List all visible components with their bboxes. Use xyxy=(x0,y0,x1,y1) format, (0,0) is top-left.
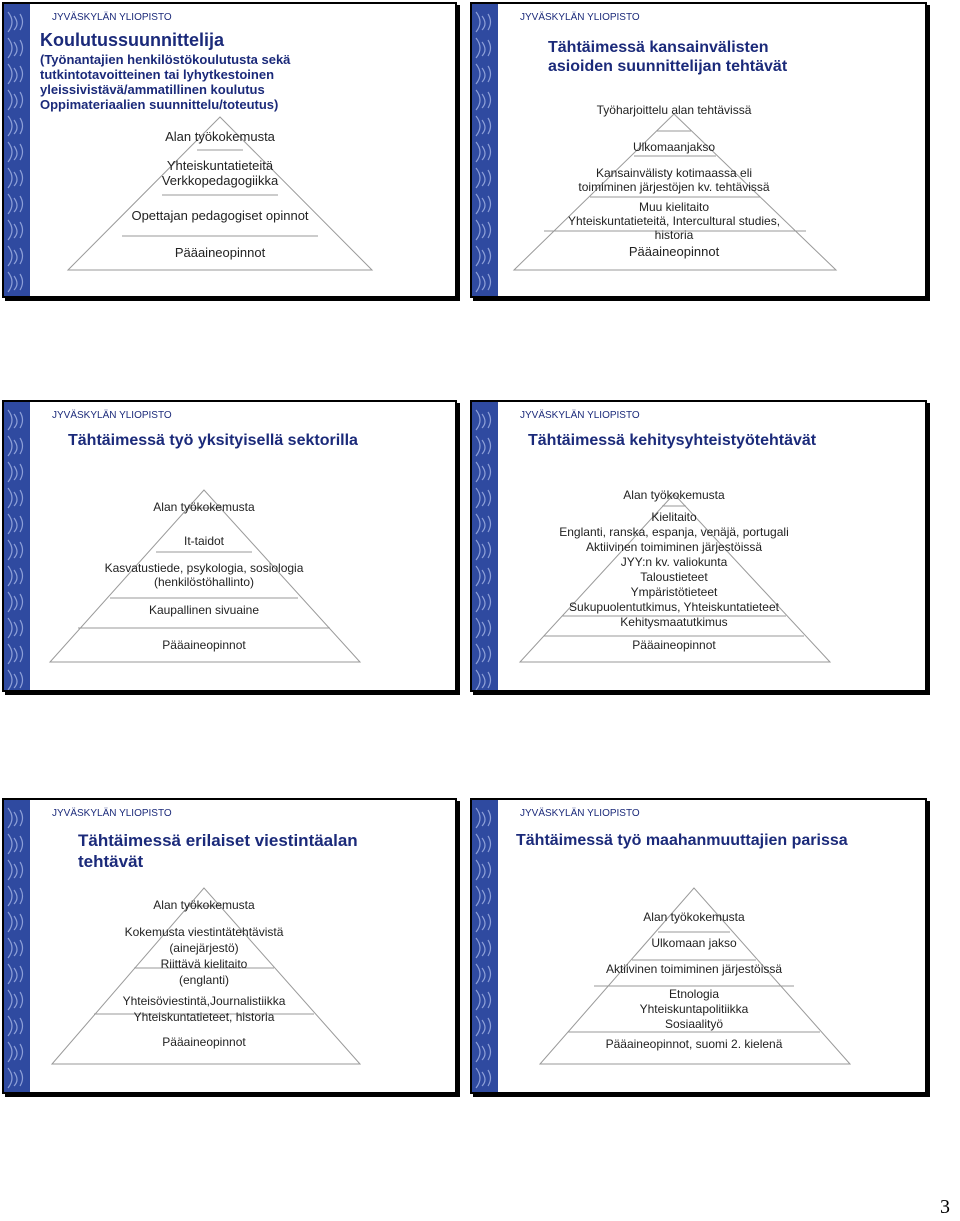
slide-6 xyxy=(470,798,927,1094)
pyramid-level: Pääaineopinnot xyxy=(628,244,720,259)
pyramid-level: Kaupallinen sivuaine xyxy=(148,603,260,617)
pyramid-level: Taloustieteet Ympäristötieteet Sukupuolentutkimus, Yhteiskuntatieteet Kehitysmaatutkimus xyxy=(569,570,779,629)
slide-1 xyxy=(2,2,457,298)
pyramid-level: Alan työkokemusta xyxy=(165,129,275,144)
pyramid-level: Alan työkokemusta xyxy=(153,500,255,514)
university-name: JYVÄSKYLÄN YLIOPISTO xyxy=(52,410,172,421)
slide-4 xyxy=(470,400,927,692)
pyramid-level: Kansainvälisty kotimaassa eli toimiminen järjestöjen kv. tehtävissä xyxy=(578,166,770,194)
slide-title: Tähtäimessä erilaiset viestintäalan tehtävät xyxy=(78,831,358,871)
university-name: JYVÄSKYLÄN YLIOPISTO xyxy=(52,808,172,819)
pyramid-level: Pääaineopinnot xyxy=(162,638,246,652)
slide-subtitle-line: (Työnantajien henkilöstökoulutusta sekä xyxy=(40,52,291,67)
pyramid-level: Opettajan pedagogiset opinnot xyxy=(131,208,309,223)
pyramid-level: Kielitaito Englanti, ranska, espanja, venäjä, portugali Aktiivinen toimiminen järjestöissä JYY:n kv. valiokunta xyxy=(559,510,789,569)
pyramid-level: Alan työkokemusta xyxy=(623,488,725,502)
slide-title: Tähtäimessä työ maahanmuuttajien parissa xyxy=(516,832,848,849)
pyramid-level: Kokemusta viestintätehtävistä (ainejärjestö) Riittävä kielitaito (englanti) xyxy=(124,925,284,987)
slide-subtitle-line: tutkintotavoitteinen tai lyhytkestoinen xyxy=(40,67,275,82)
slide-title: Tähtäimessä työ yksityisellä sektorilla xyxy=(68,432,358,449)
pyramid-level: Yhteisöviestintä,Journalistiikka Yhteiskuntatieteet, historia xyxy=(122,994,286,1024)
pyramid-level: Alan työkokemusta xyxy=(643,910,745,924)
pyramid-level: Yhteiskuntatieteitä Verkkopedagogiikka xyxy=(161,158,279,188)
pyramid-level: Pääaineopinnot, suomi 2. kielenä xyxy=(605,1037,783,1051)
pyramid-level: Ulkomaan jakso xyxy=(651,936,737,950)
slide-title: Tähtäimessä kansainvälisten asioiden suunnittelijan tehtävät xyxy=(548,39,788,75)
pyramid-level: Työharjoittelu alan tehtävissä xyxy=(596,103,752,117)
university-name: JYVÄSKYLÄN YLIOPISTO xyxy=(52,12,172,23)
pyramid-level: Kasvatustiede, psykologia, sosiologia (henkilöstöhallinto) xyxy=(104,561,304,589)
slide-2 xyxy=(470,2,927,298)
pyramid-level: Aktiivinen toimiminen järjestöissä xyxy=(605,962,783,976)
pyramid-level: Pääaineopinnot xyxy=(162,1035,246,1049)
university-name: JYVÄSKYLÄN YLIOPISTO xyxy=(520,12,640,23)
pyramid-level: Etnologia Yhteiskuntapolitiikka Sosiaalityö xyxy=(639,987,749,1031)
slide-title: Koulutussuunnittelija xyxy=(40,30,224,50)
pyramid-level: Ulkomaanjakso xyxy=(632,140,716,154)
pyramid-level: Muu kielitaito Yhteiskuntatieteitä, Intercultural studies, historia xyxy=(567,200,781,242)
pyramid-level: Pääaineopinnot xyxy=(632,638,716,652)
pyramid-level: It-taidot xyxy=(183,534,225,548)
slide-subtitle-line: Oppimateriaalien suunnittelu/toteutus) xyxy=(40,97,279,112)
pyramid-level: Alan työkokemusta xyxy=(153,898,255,912)
pyramid-level: Pääaineopinnot xyxy=(174,245,266,260)
slide-5 xyxy=(2,798,457,1094)
slide-3 xyxy=(2,400,457,692)
page-number: 3 xyxy=(940,1196,950,1218)
slide-subtitle-line: yleissivistävä/ammatillinen koulutus xyxy=(40,82,265,97)
university-name: JYVÄSKYLÄN YLIOPISTO xyxy=(520,808,640,819)
slide-title: Tähtäimessä kehitysyhteistyötehtävät xyxy=(528,432,817,449)
university-name: JYVÄSKYLÄN YLIOPISTO xyxy=(520,410,640,421)
